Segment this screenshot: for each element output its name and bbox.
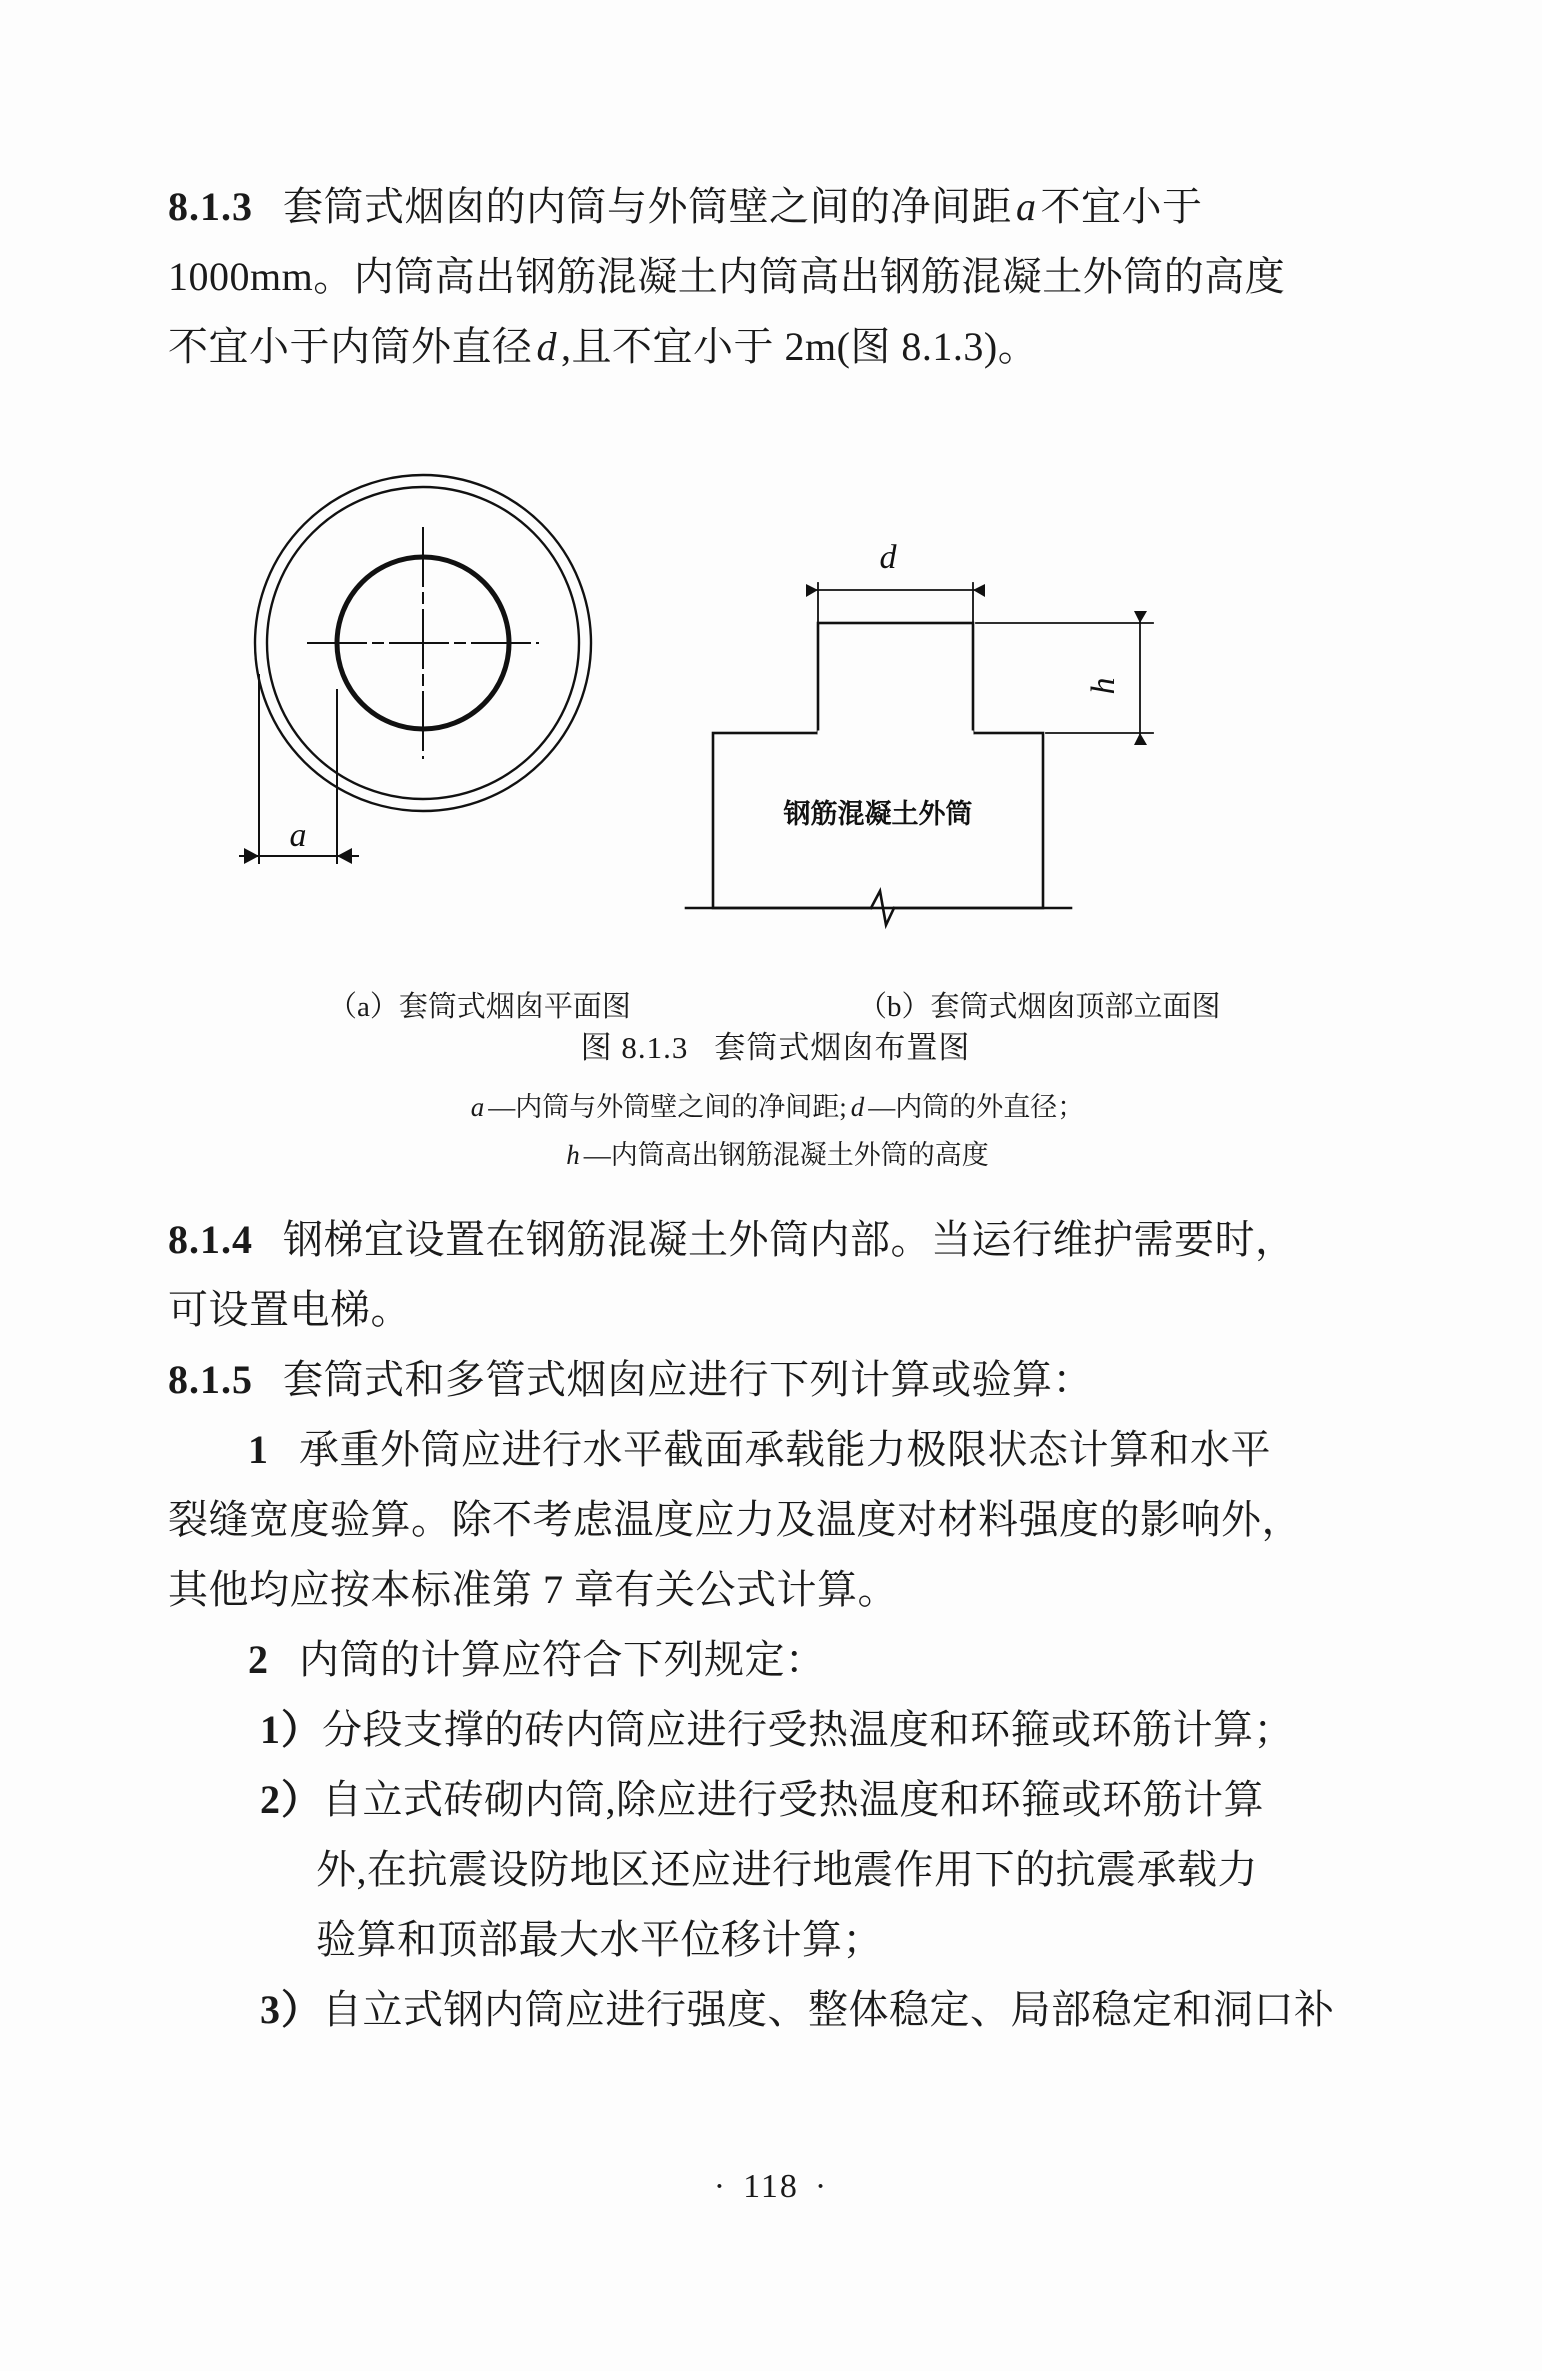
sublist-item-2 <box>168 1765 1383 1975</box>
dim-a-arrow-right <box>337 848 352 864</box>
sublist-item-1-line1: 分段支撑的砖内筒应进行受热温度和环箍或环筋计算； <box>322 1707 1294 1752</box>
sublist-item-2-marker: 2） <box>260 1777 322 1822</box>
symbol-d-inline: d <box>536 324 557 369</box>
subcaption-a: （a）套筒式烟囱平面图 <box>328 991 631 1023</box>
sublist-item-2-line1: 自立式砖砌内筒,除应进行受热温度和环箍或环筋计算 <box>322 1777 1264 1822</box>
clause-8-1-3 <box>168 172 1383 382</box>
clause-8-1-4-line2: 可设置电梯。 <box>168 1287 411 1332</box>
subcaption-b: （b）套筒式烟囱顶部立面图 <box>858 991 1221 1023</box>
dim-d-arrow-left <box>806 584 818 597</box>
figure-label-h: h <box>1085 677 1122 695</box>
figure-label-d: d <box>879 539 897 576</box>
clause-8-1-3-line3-a: 不宜小于内筒外直径 <box>168 324 533 369</box>
clause-8-1-4 <box>168 1205 1383 1345</box>
list-item-1-line1: 承重外筒应进行水平截面承载能力极限状态计算和水平 <box>299 1427 1271 1472</box>
sublist-item-3 <box>168 1975 1383 2045</box>
sublist-item-3-marker: 3） <box>260 1987 322 2032</box>
clause-8-1-3-line1-a: 套筒式烟囱的内筒与外筒壁之间的净间距 <box>283 184 1012 229</box>
figure-8-1-3-drawing <box>168 438 1383 978</box>
sublist-item-2-line2: 外,在抗震设防地区还应进行地震作用下的抗震承载力 <box>316 1847 1258 1892</box>
legend-text-h: —内筒高出钢筋混凝土外筒的高度 <box>583 1140 989 1170</box>
sublist-item-2-line3: 验算和顶部最大水平位移计算； <box>316 1917 883 1962</box>
clause-8-1-3-line3 <box>168 312 1383 382</box>
legend-symbol-a: a <box>470 1092 485 1122</box>
list-item-2 <box>168 1625 1383 1695</box>
list-item-1-marker: 1 <box>248 1427 269 1472</box>
list-item-2-line1: 内筒的计算应符合下列规定： <box>299 1637 826 1682</box>
figure-title-prefix: 图 8.1.3 <box>580 1030 689 1065</box>
page-content <box>168 168 1383 2045</box>
clause-number-8-1-4: 8.1.4 <box>168 1217 253 1262</box>
list-item-2-marker: 2 <box>248 1637 269 1682</box>
list-item-1 <box>168 1415 1383 1625</box>
sublist-item-1-marker: 1） <box>260 1707 322 1752</box>
legend-symbol-h: h <box>566 1140 580 1170</box>
list-item-1-line3: 其他均应按本标准第 7 章有关公式计算。 <box>168 1567 898 1612</box>
page-number-dot-left: · <box>713 2168 728 2205</box>
legend-symbol-d: d <box>850 1092 865 1122</box>
figure-title-text: 套筒式烟囱布置图 <box>714 1030 971 1065</box>
figure-legend <box>168 1083 1383 1179</box>
clause-number-8-1-3: 8.1.3 <box>168 184 253 229</box>
figure-subcaptions <box>168 984 1383 1034</box>
page-number <box>0 2168 1542 2206</box>
figure-label-a: a <box>289 817 307 854</box>
clause-8-1-3-line3-b: ,且不宜小于 2m(图 8.1.3)。 <box>561 324 1039 369</box>
legend-text-d: —内筒的外直径； <box>868 1092 1085 1122</box>
inner-flue-box <box>818 623 973 733</box>
sublist-item-3-line1: 自立式钢内筒应进行强度、整体稳定、局部稳定和洞口补 <box>322 1987 1335 2032</box>
symbol-a-inline: a <box>1016 184 1037 229</box>
sublist-item-1 <box>168 1695 1383 1765</box>
page-number-dot-right: · <box>814 2168 829 2205</box>
list-item-1-line2: 裂缝宽度验算。除不考虑温度应力及温度对材料强度的影响外， <box>168 1497 1302 1542</box>
sublist-item-2-line1-wrap <box>260 1765 1383 1835</box>
clause-8-1-3-line2: 1000mm。内筒高出钢筋混凝土内筒高出钢筋混凝土外筒的高度 <box>168 254 1286 299</box>
outer-shell-label: 钢筋混凝土外筒 <box>783 799 973 829</box>
figure-legend-line-2 <box>168 1131 1383 1179</box>
figure-8-1-3 <box>168 438 1383 1023</box>
clause-8-1-3-line1-b: 不宜小于 <box>1040 184 1203 229</box>
clause-8-1-5-line1: 套筒式和多管式烟囱应进行下列计算或验算： <box>283 1357 1093 1402</box>
dim-h-arrow-top <box>1134 611 1147 623</box>
clause-number-8-1-5: 8.1.5 <box>168 1357 253 1402</box>
figure-legend-line-1 <box>168 1083 1383 1131</box>
clause-8-1-4-line1: 钢梯宜设置在钢筋混凝土外筒内部。当运行维护需要时， <box>283 1217 1296 1262</box>
dim-a-arrow-left <box>244 848 259 864</box>
clause-8-1-5 <box>168 1345 1383 1415</box>
page-number-value: 118 <box>743 2168 799 2205</box>
legend-text-a: —内筒与外筒壁之间的净间距; <box>488 1092 847 1122</box>
dim-h-arrow-bottom <box>1134 733 1147 745</box>
dim-d-arrow-right <box>973 584 985 597</box>
